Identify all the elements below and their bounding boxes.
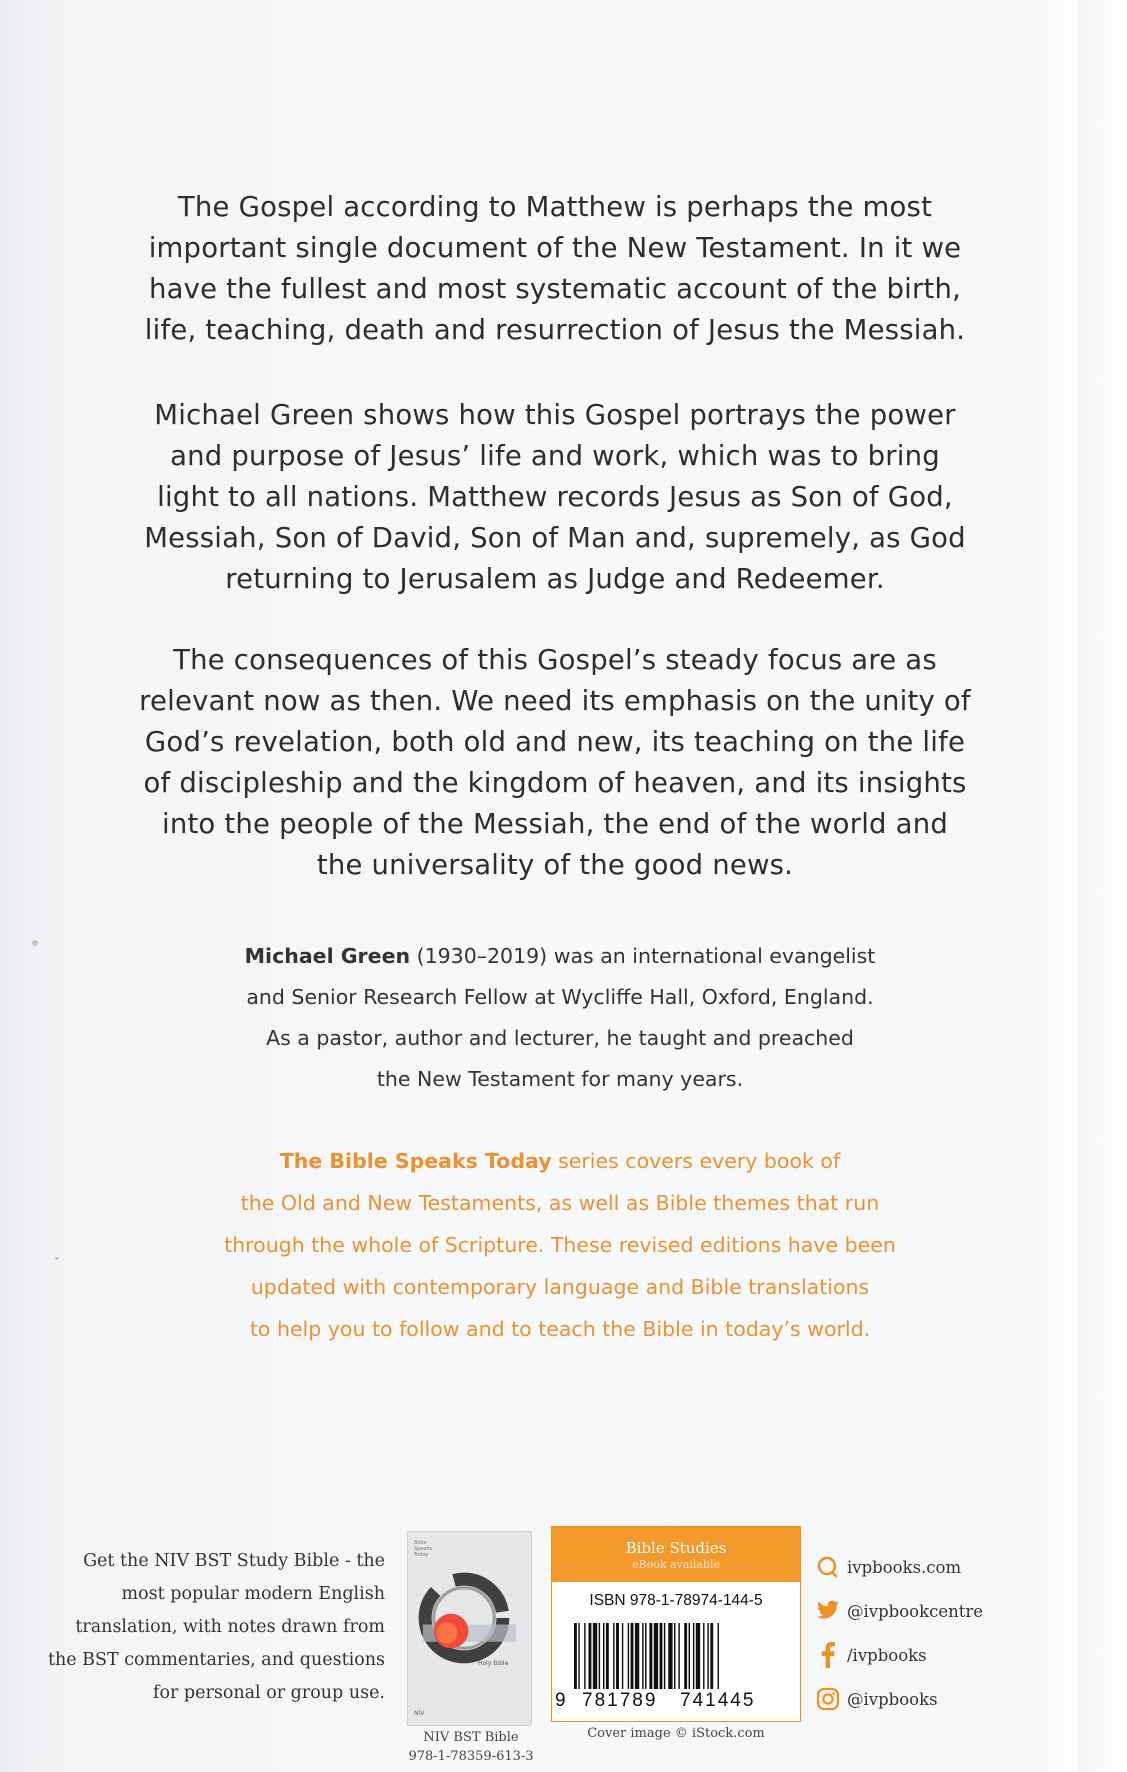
blurb-paragraph-1	[105, 187, 1005, 351]
blurb-line: The consequences of this Gospel’s steady focus are as	[173, 644, 937, 676]
series-line: the Old and New Testaments, as well as Bible themes that run	[240, 1191, 880, 1215]
facebook-link[interactable]	[815, 1633, 1015, 1677]
blurb-line: and purpose of Jesus’ life and work, which was to bring	[170, 440, 940, 472]
bible-cover-thumbnail	[407, 1531, 532, 1726]
bible-cover-label: Holy Bible	[478, 1660, 509, 1667]
series-line: through the whole of Scripture. These revised editions have been	[224, 1233, 896, 1257]
promo-line: most popular modern English	[121, 1584, 385, 1604]
author-bio	[175, 936, 945, 1100]
twitter-text: @ivpbookcentre	[847, 1601, 984, 1621]
dust-speck	[55, 1257, 59, 1260]
series-name: The Bible Speaks Today	[279, 1149, 552, 1173]
category-label: Bible Studies	[625, 1539, 727, 1557]
promo-line: translation, with notes drawn from	[75, 1617, 385, 1637]
author-name: Michael Green	[244, 944, 411, 968]
barcode-digits-right: 741445	[680, 1690, 756, 1711]
instagram-link[interactable]	[815, 1677, 1015, 1721]
bible-caption-isbn: 978-1-78359-613-3	[408, 1749, 534, 1764]
isbn-block	[551, 1526, 801, 1722]
series-line: to help you to follow and to teach the Bible in today’s world.	[249, 1317, 871, 1341]
bio-line: and Senior Research Fellow at Wycliffe Hall, Oxford, England.	[246, 985, 874, 1009]
search-icon	[815, 1554, 841, 1580]
bible-cover-title: Bible Speaks Today	[414, 1540, 432, 1558]
barcode	[574, 1623, 774, 1689]
bio-line: (1930–2019) was an international evangelist	[410, 944, 876, 968]
blurb-line: life, teaching, death and resurrection of Jesus the Messiah.	[144, 314, 966, 346]
blurb-line: important single document of the New Testament. In it we	[148, 232, 962, 264]
ebook-label: eBook available	[632, 1558, 720, 1571]
bible-caption-title: NIV BST Bible	[423, 1730, 519, 1745]
category-banner	[552, 1527, 800, 1582]
bible-caption	[396, 1728, 546, 1766]
promo-line: Get the NIV BST Study Bible - the	[83, 1551, 385, 1571]
website-link[interactable]	[815, 1545, 1015, 1589]
social-links	[815, 1545, 1015, 1721]
promo-line: the BST commentaries, and questions	[47, 1650, 385, 1670]
niv-logo: NIV	[414, 1710, 425, 1717]
blurb-line: have the fullest and most systematic account of the birth,	[148, 273, 962, 305]
cover-right-edge	[1077, 0, 1127, 1772]
website-text: ivpbooks.com	[847, 1557, 962, 1577]
study-bible-promo	[40, 1545, 385, 1710]
blurb-line: The Gospel according to Matthew is perhaps the most	[177, 191, 933, 223]
facebook-text: /ivpbooks	[847, 1645, 927, 1665]
barcode-digits-left: 781789	[582, 1690, 658, 1711]
blurb-line: returning to Jerusalem as Judge and Redeemer.	[225, 563, 885, 595]
blurb-line: the universality of the good news.	[316, 849, 794, 881]
twitter-link[interactable]	[815, 1589, 1015, 1633]
series-line: series covers every book of	[551, 1149, 841, 1173]
blurb-line: God’s revelation, both old and new, its teaching on the life	[144, 726, 966, 758]
dust-speck	[32, 940, 38, 946]
blurb-line: relevant now as then. We need its emphasis on the unity of	[139, 685, 971, 717]
bio-line: As a pastor, author and lecturer, he taught and preached	[266, 1026, 854, 1050]
blurb-line: Michael Green shows how this Gospel portrays the power	[154, 399, 956, 431]
cover-image-credit: Cover image © iStock.com	[587, 1726, 765, 1741]
brush-circle-graphic	[410, 1564, 518, 1672]
series-line: updated with contemporary language and Bible translations	[250, 1275, 870, 1299]
twitter-bird-icon	[815, 1598, 841, 1624]
instagram-icon	[815, 1686, 841, 1712]
blurb-line: into the people of the Messiah, the end of the world and	[161, 808, 948, 840]
promo-line: for personal or group use.	[152, 1683, 385, 1703]
bio-line: the New Testament for many years.	[376, 1067, 744, 1091]
series-description	[160, 1140, 960, 1350]
blurb-line: of discipleship and the kingdom of heaven, and its insights	[143, 767, 967, 799]
blurb-paragraph-3	[105, 640, 1005, 886]
blurb-line: light to all nations. Matthew records Jesus as Son of God,	[157, 481, 953, 513]
isbn-number: ISBN 978-1-78974-144-5	[589, 1592, 763, 1609]
facebook-icon	[815, 1642, 841, 1668]
instagram-text: @ivpbooks	[847, 1689, 938, 1709]
barcode-digit-lead: 9	[555, 1690, 566, 1711]
blurb-line: Messiah, Son of David, Son of Man and, supremely, as God	[144, 522, 966, 554]
blurb-paragraph-2	[105, 395, 1005, 600]
